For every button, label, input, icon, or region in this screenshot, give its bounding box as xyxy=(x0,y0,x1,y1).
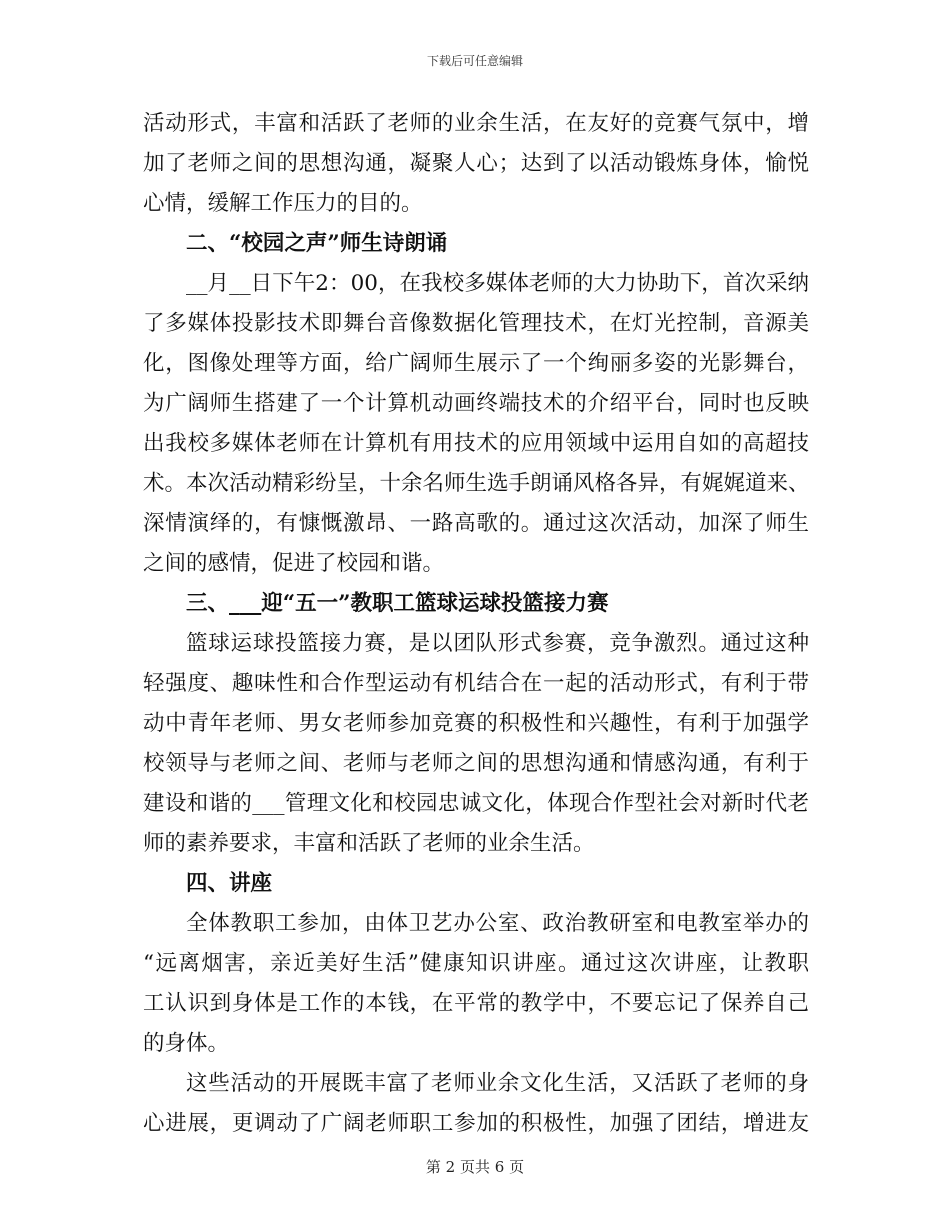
page-number-footer: 第 2 页共 6 页 xyxy=(425,1158,525,1176)
text-line: 篮球运球投篮接力赛，是以团队形式参赛，竞争激烈。通过这种 xyxy=(186,631,809,656)
paragraph-basketball-relay xyxy=(143,624,809,864)
section-heading-lecture: 四、讲座 xyxy=(186,871,273,896)
paragraph-lecture xyxy=(143,904,809,1064)
paragraph-poetry-recital xyxy=(143,264,809,584)
section-heading-basketball-relay: 三、___迎“五一”教职工篮球运球投篮接力赛 xyxy=(186,591,609,616)
text-line: 这些活动的开展既丰富了老师业余文化生活，又活跃了老师的身 xyxy=(186,1071,809,1096)
text-line: 工认识到身体是工作的本钱，在平常的教学中，不要忘记了保养自己 xyxy=(143,991,809,1016)
text-line: 的身体。 xyxy=(143,1031,230,1056)
text-line: 术。本次活动精彩纷呈，十余名师生选手朗诵风格各异，有娓娓道来、 xyxy=(143,471,810,496)
section-heading-poetry-recital: 二、“校园之声”师生诗朗诵 xyxy=(186,231,448,256)
text-line: 建设和谐的___管理文化和校园忠诚文化，体现合作型社会对新时代老 xyxy=(143,791,809,816)
page-header: 下载后可任意编辑 xyxy=(426,54,523,68)
document-body xyxy=(143,104,809,1144)
paragraph-conclusion xyxy=(143,1064,809,1144)
paragraph-activity-summary xyxy=(143,104,809,224)
text-line: 校领导与老师之间、老师与老师之间的思想沟通和情感沟通，有利于 xyxy=(143,751,809,776)
text-line: 为广阔师生搭建了一个计算机动画终端技术的介绍平台，同时也反映 xyxy=(143,391,809,416)
text-line: 活动形式，丰富和活跃了老师的业余生活，在友好的竞赛气氛中，增 xyxy=(143,111,809,136)
text-line: 全体教职工参加，由体卫艺办公室、政治教研室和电教室举办的 xyxy=(186,911,809,936)
text-line: “远离烟害，亲近美好生活”健康知识讲座。通过这次讲座，让教职 xyxy=(143,951,809,976)
text-line: 之间的感情，促进了校园和谐。 xyxy=(143,551,445,576)
text-line: 心进展，更调动了广阔老师职工参加的积极性，加强了团结，增进友 xyxy=(143,1111,809,1136)
text-line: 动中青年老师、男女老师参加竞赛的积极性和兴趣性，有利于加强学 xyxy=(143,711,809,736)
text-line: 师的素养要求，丰富和活跃了老师的业余生活。 xyxy=(143,831,595,856)
text-line: 加了老师之间的思想沟通，凝聚人心；达到了以活动锻炼身体，愉悦 xyxy=(143,151,809,176)
text-line: 轻强度、趣味性和合作型运动有机结合在一起的活动形式，有利于带 xyxy=(143,671,809,696)
text-line: 出我校多媒体老师在计算机有用技术的应用领域中运用自如的高超技 xyxy=(143,431,809,456)
text-line: 心情，缓解工作压力的目的。 xyxy=(143,191,423,216)
text-line: __月__日下午2：00，在我校多媒体老师的大力协助下，首次采纳 xyxy=(186,271,809,296)
text-line: 了多媒体投影技术即舞台音像数据化管理技术，在灯光控制，音源美 xyxy=(143,311,809,336)
text-line: 化，图像处理等方面，给广阔师生展示了一个绚丽多姿的光影舞台， xyxy=(143,351,809,376)
text-line: 深情演绎的，有慷慨激昂、一路高歌的。通过这次活动，加深了师生 xyxy=(143,511,809,536)
